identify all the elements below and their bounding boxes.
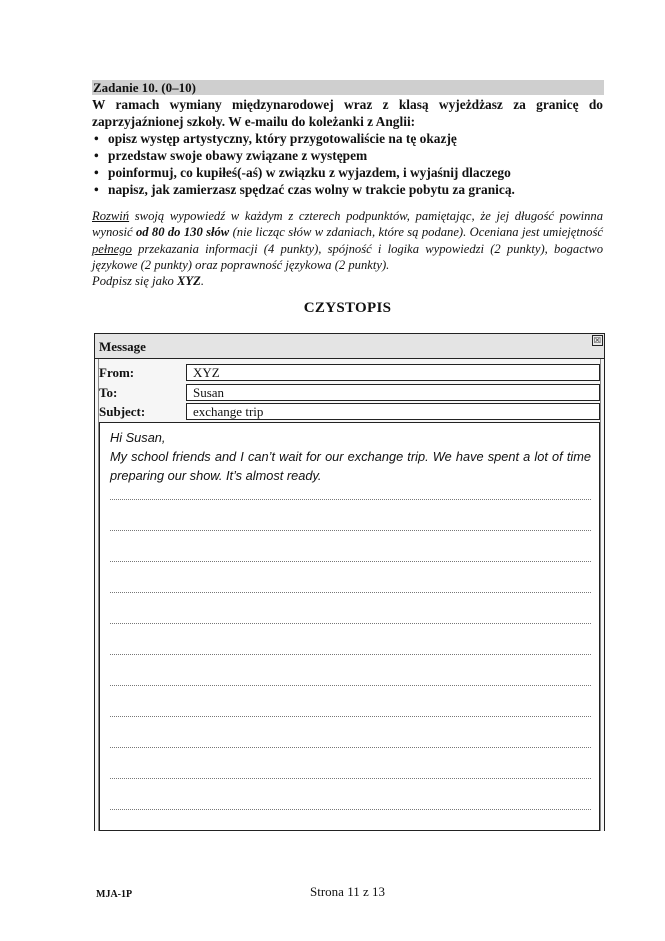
to-field[interactable]: Susan: [186, 384, 600, 401]
task-bullet-list: [92, 130, 603, 198]
body-paragraph: My school friends and I can’t wait for our exchange trip. We have spent a lot of time preparing our show. It’s almost ready.: [110, 449, 591, 483]
writing-line[interactable]: [110, 685, 591, 686]
bullet-item: • opisz występ artystyczny, który przygotowaliście na tę okazję: [94, 131, 457, 146]
writing-line[interactable]: [110, 592, 591, 593]
from-label: From:: [99, 365, 135, 380]
message-window: [94, 333, 605, 831]
message-title-bar: [95, 334, 604, 359]
from-field[interactable]: XYZ: [186, 364, 600, 381]
message-body[interactable]: [99, 422, 600, 831]
writing-line[interactable]: [110, 499, 591, 500]
bullet-icon: •: [94, 165, 99, 180]
task-intro: [92, 96, 603, 198]
instructions: [92, 208, 603, 289]
bullet-icon: •: [94, 131, 99, 146]
close-icon[interactable]: ☒: [593, 336, 602, 345]
subject-label: Subject:: [99, 404, 146, 419]
subject-row: [99, 403, 600, 421]
subject-field[interactable]: exchange trip: [186, 403, 600, 420]
writing-line[interactable]: [110, 778, 591, 779]
to-label: To:: [99, 385, 118, 400]
exam-code: MJA-1P: [96, 889, 133, 900]
writing-line[interactable]: [110, 623, 591, 624]
message-body-text: [110, 428, 591, 485]
intro-text: W ramach wymiany międzynarodowej wraz z klasą wyjeżdżasz za granicę do zaprzyjaźnionej szkoły. W e-mailu do koleżanki z Anglii:: [92, 97, 603, 129]
sign-instruction: Podpisz się jako XYZ.: [92, 274, 204, 289]
bullet-icon: •: [94, 148, 99, 163]
bullet-item: • poinformuj, co kupiłeś(-aś) w związku z wyjazdem, i wyjaśnij dlaczego: [94, 165, 511, 180]
writing-line[interactable]: [110, 561, 591, 562]
bullet-item: • napisz, jak zamierzasz spędzać czas wolny w trakcie pobytu za granicą.: [94, 182, 515, 197]
word-range: od 80 do 130 słów: [135, 225, 230, 240]
writing-line[interactable]: [110, 530, 591, 531]
message-title: Message: [99, 339, 146, 354]
writing-line[interactable]: [110, 747, 591, 748]
section-title: CZYSTOPIS: [303, 300, 392, 316]
greeting: Hi Susan,: [110, 430, 166, 445]
to-row: [99, 384, 600, 402]
writing-line[interactable]: [110, 654, 591, 655]
instructions-paragraph: Rozwiń swoją wypowiedź w każdym z czterech podpunktów, pamiętając, że jej długość powinna wynosić od 80 do 130 słów (nie licząc słów w zdaniach, które są podane). Oceniana jest umiejętność pełnego przekazania informacji (4 punkty), spójność i logika wypowiedzi (2 punkty), bogactwo językowe (2 punkty) oraz poprawność językowa (2 punkty).: [92, 209, 603, 272]
bullet-icon: •: [94, 182, 99, 197]
writing-line[interactable]: [110, 716, 591, 717]
page-number: Strona 11 z 13: [310, 884, 385, 899]
writing-line[interactable]: [110, 809, 591, 810]
from-row: [99, 364, 600, 382]
task-header: Zadanie 10. (0–10): [92, 80, 604, 95]
bullet-item: • przedstaw swoje obawy związane z występem: [94, 148, 368, 163]
